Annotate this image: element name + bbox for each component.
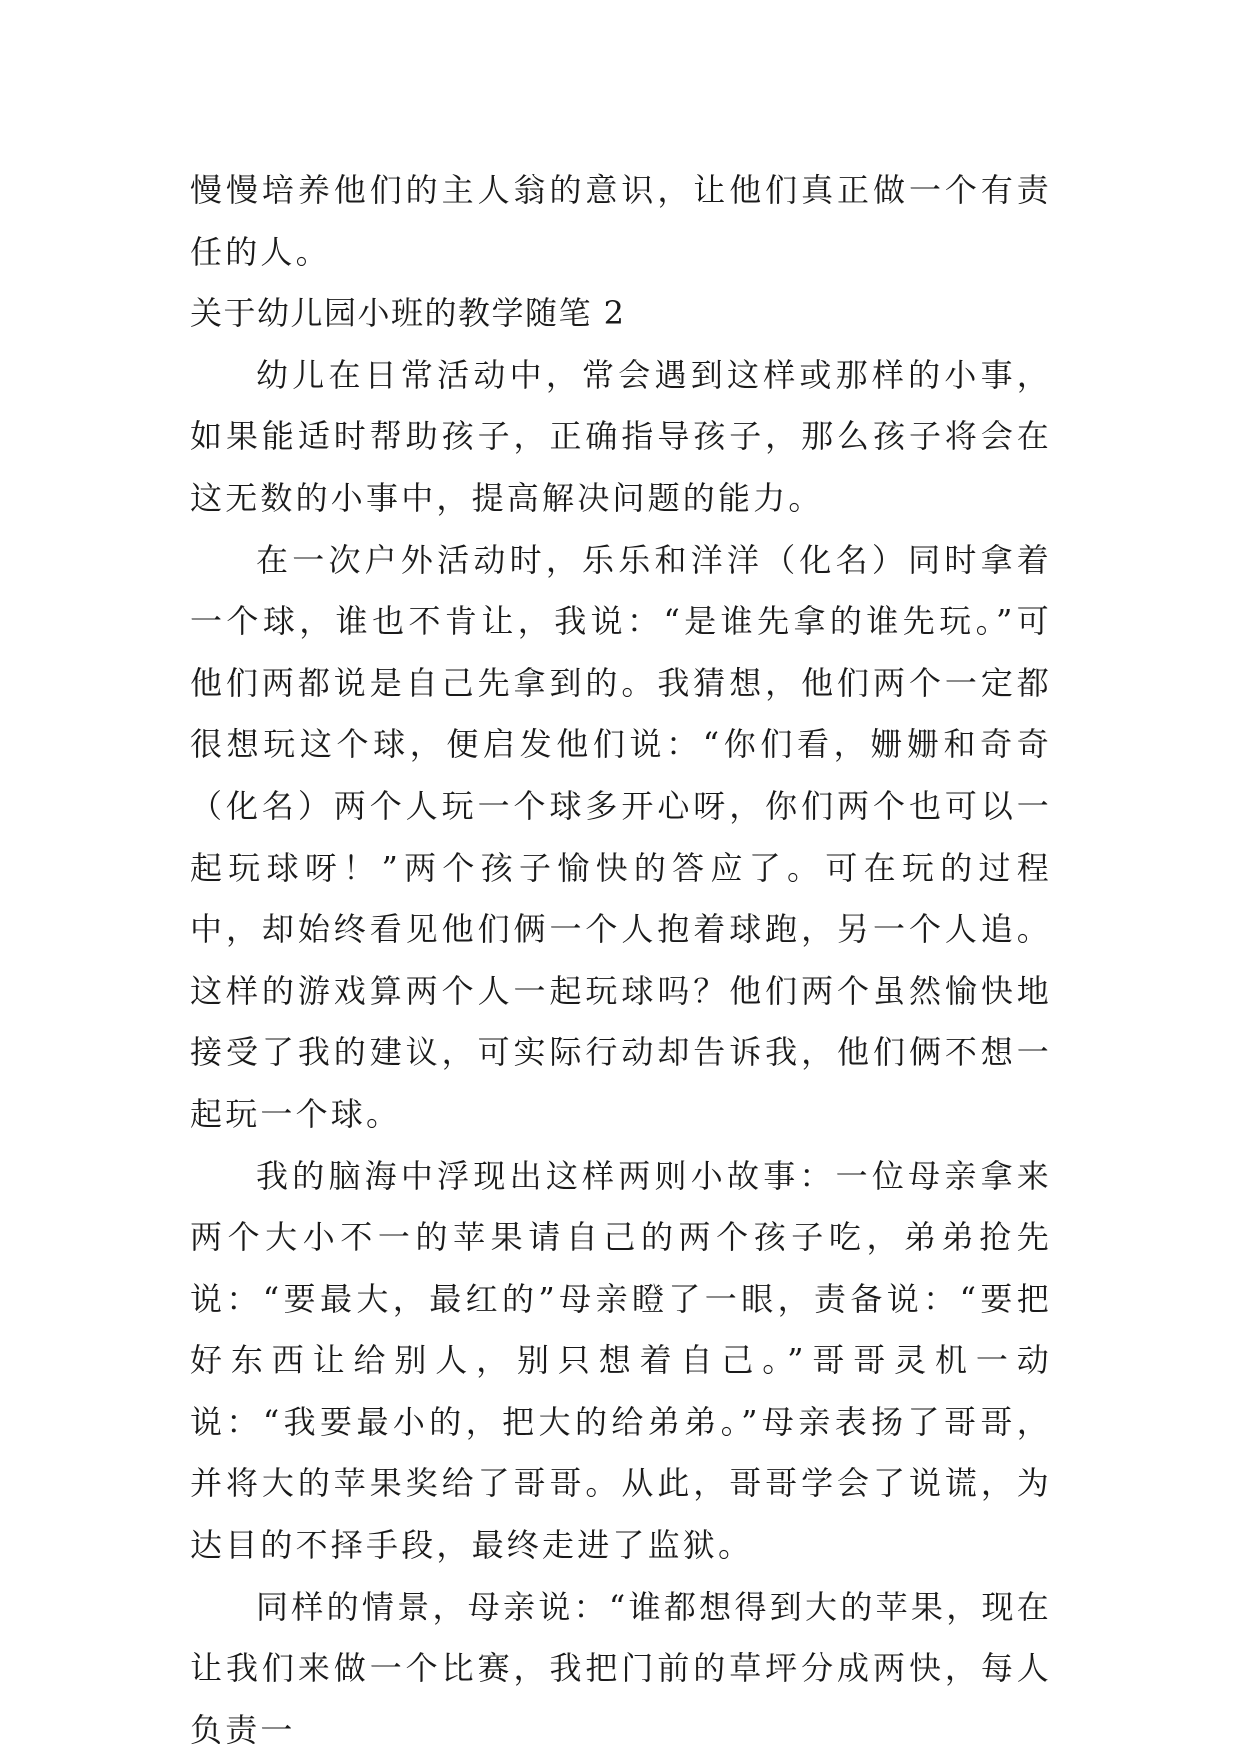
paragraph-intro: 幼儿在日常活动中，常会遇到这样或那样的小事，如果能适时帮助孩子，正确指导孩子，那么孩子将会在这无数的小事中，提高解决问题的能力。 xyxy=(190,355,1052,517)
paragraph-ball-story: 在一次户外活动时，乐乐和洋洋（化名）同时拿着一个球，谁也不肯让，我说：“是谁先拿的谁先玩。”可他们两都说是自己先拿到的。我猜想，他们两个一定都很想玩这个球，便启发他们说：“你们看，姗姗和奇奇（化名）两个人玩一个球多开心呀，你们两个也可以一起玩球呀！”两个孩子愉快的答应了。可在玩的过程中，却始终看见他们俩一个人抱着球跑，另一个人追。这样的游戏算两个人一起玩球吗？他们两个虽然愉快地接受了我的建议，可实际行动却告诉我，他们俩不想一起玩一个球。 xyxy=(190,540,1052,1133)
paragraph-same-scene: 同样的情景，母亲说：“谁都想得到大的苹果，现在让我们来做一个比赛，我把门前的草坪分成两快，每人负责一 xyxy=(190,1587,1052,1749)
paragraph-apple-story: 我的脑海中浮现出这样两则小故事：一位母亲拿来两个大小不一的苹果请自己的两个孩子吃，弟弟抢先说：“要最大，最红的”母亲瞪了一眼，责备说：“要把好东西让给别人，别只想着自己。”哥哥灵机一动说：“我要最小的，把大的给弟弟。”母亲表扬了哥哥，并将大的苹果奖给了哥哥。从此，哥哥学会了说谎，为达目的不择手段，最终走进了监狱。 xyxy=(190,1156,1052,1565)
paragraph-continued: 慢慢培养他们的主人翁的意识，让他们真正做一个有责任的人。 xyxy=(190,171,1052,271)
section-heading: 关于幼儿园小班的教学随笔 2 xyxy=(190,294,626,333)
document-body xyxy=(190,160,1052,1761)
